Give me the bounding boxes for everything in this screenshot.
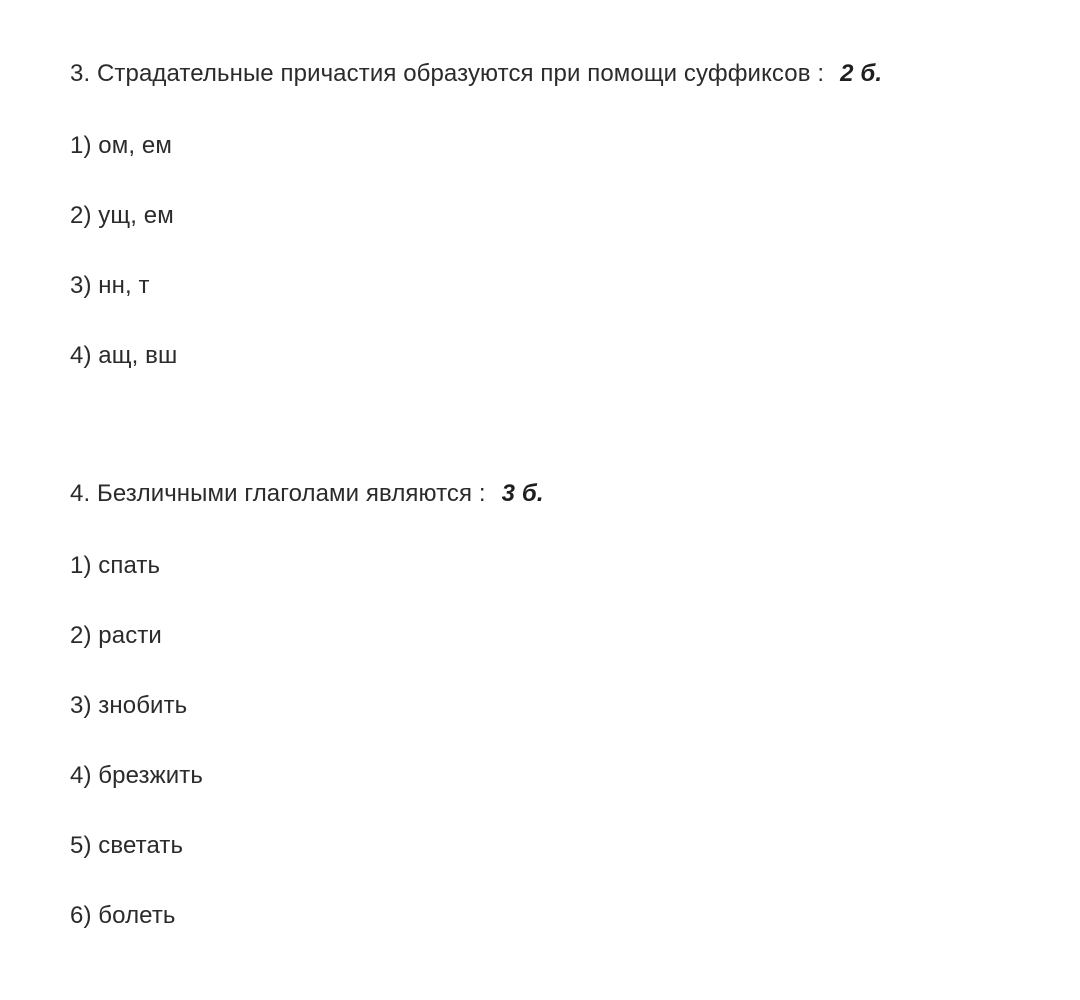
question-3-option-1: 1) ом, ем [70, 132, 172, 159]
question-3-option-4: 4) ащ, вш [70, 342, 178, 369]
question-3-text: 3. Страдательные причастия образуются при помощи суффиксов : [70, 60, 825, 87]
question-4-heading [70, 480, 544, 508]
question-4-text: 4. Безличными глаголами являются : [70, 480, 486, 507]
question-3-points: 2 б. [840, 60, 883, 87]
question-4-option-2: 2) расти [70, 622, 162, 649]
question-3-option-3: 3) нн, т [70, 272, 150, 299]
question-4-option-6: 6) болеть [70, 902, 176, 929]
question-4-option-3: 3) знобить [70, 692, 188, 719]
question-3-heading [70, 60, 882, 88]
question-4-option-1: 1) спать [70, 552, 161, 579]
question-3-option-2: 2) ущ, ем [70, 202, 174, 229]
question-4-option-4: 4) брезжить [70, 762, 203, 789]
question-4-option-5: 5) светать [70, 832, 184, 859]
question-4-points: 3 б. [501, 480, 544, 507]
